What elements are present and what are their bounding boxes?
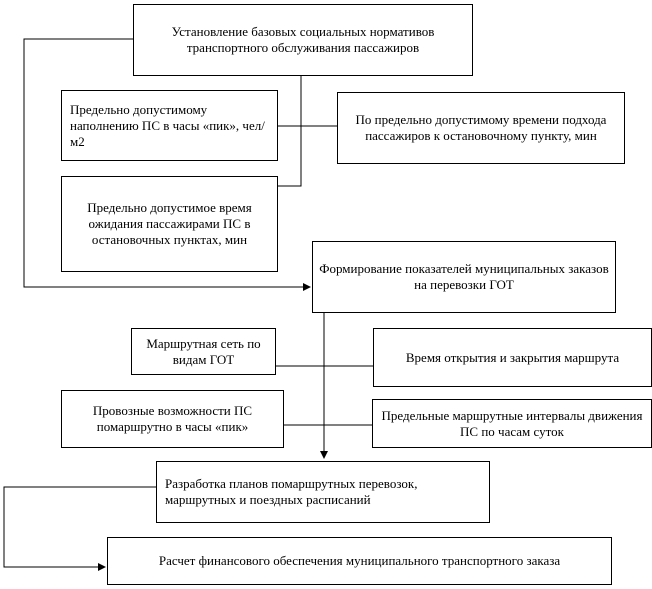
box-max-wait-time <box>61 176 278 272</box>
box-max-fill <box>61 90 278 161</box>
box-capacity-text: Провозные возможности ПС помаршрутно в часы «пик» <box>92 403 253 434</box>
box-route-intervals <box>372 399 652 448</box>
box-route-planning <box>156 461 490 523</box>
box-max-approach-time-text: По предельно допустимому времени подхода пассажиров к остановочному пункту, мин <box>355 112 607 143</box>
box-route-hours <box>373 328 652 387</box>
box-route-network-text: Маршрутная сеть по видам ГОТ <box>146 335 261 367</box>
box-social-standards <box>133 4 473 76</box>
box-route-hours-text: Время открытия и закрытия маршрута <box>405 349 620 365</box>
box-max-approach-time <box>337 92 625 164</box>
box-social-standards-text: Установление базовых социальных нормативов транспортного обслуживания пассажиров <box>171 24 435 55</box>
norms-connector <box>278 75 301 186</box>
box-max-wait-time-text: Предельно допустимое время ожидания пассажирами ПС в остановочных пунктах, мин <box>87 200 252 247</box>
box-financial-support <box>107 537 612 585</box>
box-financial-support-text: Расчет финансового обеспечения муниципального транспортного заказа <box>158 553 561 568</box>
box-route-intervals-text: Предельные маршрутные интервалы движения ПС по часам суток <box>381 407 643 439</box>
box-route-network <box>131 328 276 375</box>
box-capacity <box>61 390 284 448</box>
box-municipal-orders-text: Формирование показателей муниципальных заказов на перевозки ГОТ <box>319 261 609 292</box>
box-municipal-orders <box>312 241 616 313</box>
box-max-fill-text: Предельно допустимому наполнению ПС в часы «пик», чел/м2 <box>70 101 265 149</box>
box-route-planning-text: Разработка планов помаршрутных перевозок, маршрутных и поездных расписаний <box>165 476 418 507</box>
